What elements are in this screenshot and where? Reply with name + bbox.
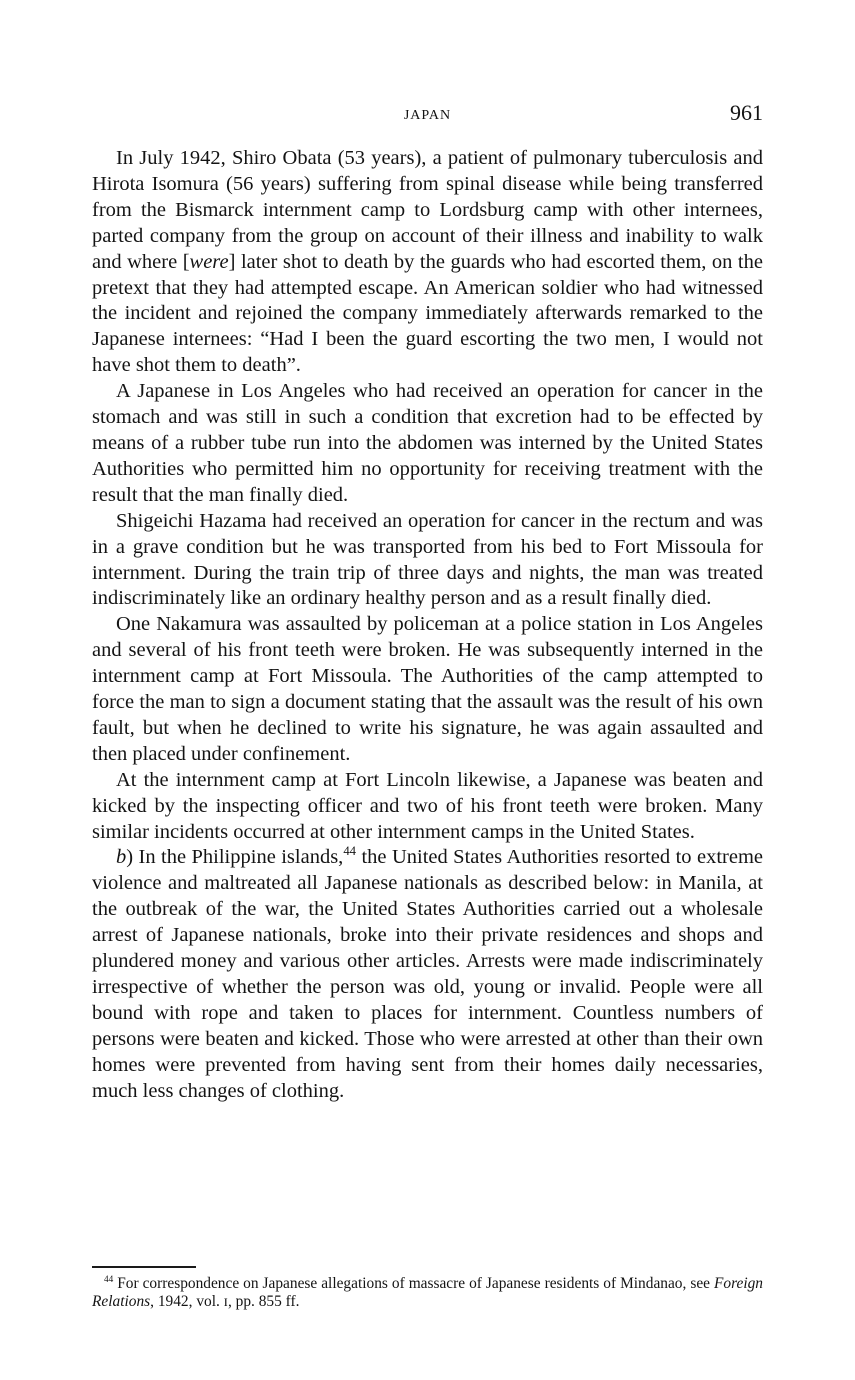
paragraph xyxy=(92,768,763,846)
body-text xyxy=(92,146,763,1105)
footnote-text: For correspondence on Japanese allegations of massacre of Japanese residents of Mindanao, see xyxy=(113,1275,714,1292)
footnote-citation-title: Foreign Relations xyxy=(92,1275,763,1310)
footnote-divider xyxy=(92,1266,196,1268)
footnote-paragraph xyxy=(92,1275,763,1311)
running-title: JAPAN xyxy=(403,108,452,123)
paragraph xyxy=(92,845,763,1104)
footnote-number: 44 xyxy=(104,1273,114,1284)
page-number: 961 xyxy=(730,100,763,125)
paragraph: In July 1942, Shiro Obata (53 years), a patient of pulmonary tuberculosis and Hirota Isomura (56 years) suffering from spinal disease while being transferred from the Bismarck internment camp to Lordsburg camp with other internees, parted company from the group on account of their illness and inability to walk and where [were] later shot to death by the guards who had escorted them, on the pretext that they had attempted escape. An American soldier who had witnessed the incident and rejoined the company immediately afterwards remarked to the Japanese internees: “Had I been the guard escorting the two men, I would not have shot them to death”. xyxy=(92,147,763,377)
paragraph xyxy=(92,612,763,767)
editorial-insertion: were xyxy=(189,250,229,273)
paragraph-text: A Japanese in Los Angeles who had received an operation for cancer in the stomach and was still in such a condition that excretion had to be effected by means of a rubber tube run into the abdomen was interned by the United States Authorities who permitted him no opportunity for receiving treatment with the result that the man finally died. xyxy=(92,380,763,506)
paragraph xyxy=(92,379,763,509)
paragraph-text: ) In the Philippine islands, xyxy=(126,846,344,869)
footnote-text: , 1942, vol. ɪ, pp. 855 ff. xyxy=(150,1293,300,1310)
footnote-reference[interactable]: 44 xyxy=(343,844,357,859)
paragraph xyxy=(92,509,763,613)
paragraph-text: the United States Authorities resorted to extreme violence and maltreated all Japanese nationals as described below: in Manila, at the outbreak of the war, the United States Authorities carried out a wholesale arrest of Japanese nationals, broke into their private residences and shops and plundered money and various other articles. Arrests were made indiscriminately irrespective of whether the person was old, young or invalid. People were all bound with rope and taken to places for internment. Countless numbers of persons were beaten and kicked. Those who were arrested at other than their own homes were prevented from having sent from their homes daily necessaries, much less changes of clothing. xyxy=(92,846,763,1102)
footnote xyxy=(92,1275,763,1311)
paragraph-text: Shigeichi Hazama had received an operation for cancer in the rectum and was in a grave condition but he was transported from his bed to Fort Missoula for internment. During the train trip of three days and nights, the man was treated indiscriminately like an ordinary healthy person and as a result finally died. xyxy=(92,509,763,610)
list-label: b xyxy=(116,846,127,869)
running-head xyxy=(92,100,763,130)
paragraph-text: In July 1942, Shiro Obata (53 years), a patient of pulmonary tuberculosis and Hirota Isomura (56 years) suffering from spinal disease while being transferred from the Bismarck internment camp to Lordsburg camp with other internees, parted company from the group on account of their illness and inability to walk and where xyxy=(92,147,763,273)
paragraph-text: later shot to death by the guards who had escorted them, on the pretext that they had attempted escape. An American soldier who had witnessed the incident and rejoined the company immediately afterwards remarked to the Japanese internees: “Had I been the guard escorting the two men, I would not have shot them to death”. xyxy=(92,250,763,377)
paragraph-text: At the internment camp at Fort Lincoln likewise, a Japanese was beaten and kicked by the inspecting officer and two of his front teeth were broken. Many similar incidents occurred at other internment camps in the United States. xyxy=(92,768,763,843)
paragraph-text: One Nakamura was assaulted by policeman at a police station in Los Angeles and several of his front teeth were broken. He was subsequently interned in the internment camp at Fort Missoula. The Authorities of the camp attempted to force the man to sign a document stating that the assault was the result of his own fault, but when he declined to write his signature, he was again assaulted and then placed under confinement. xyxy=(92,613,763,765)
